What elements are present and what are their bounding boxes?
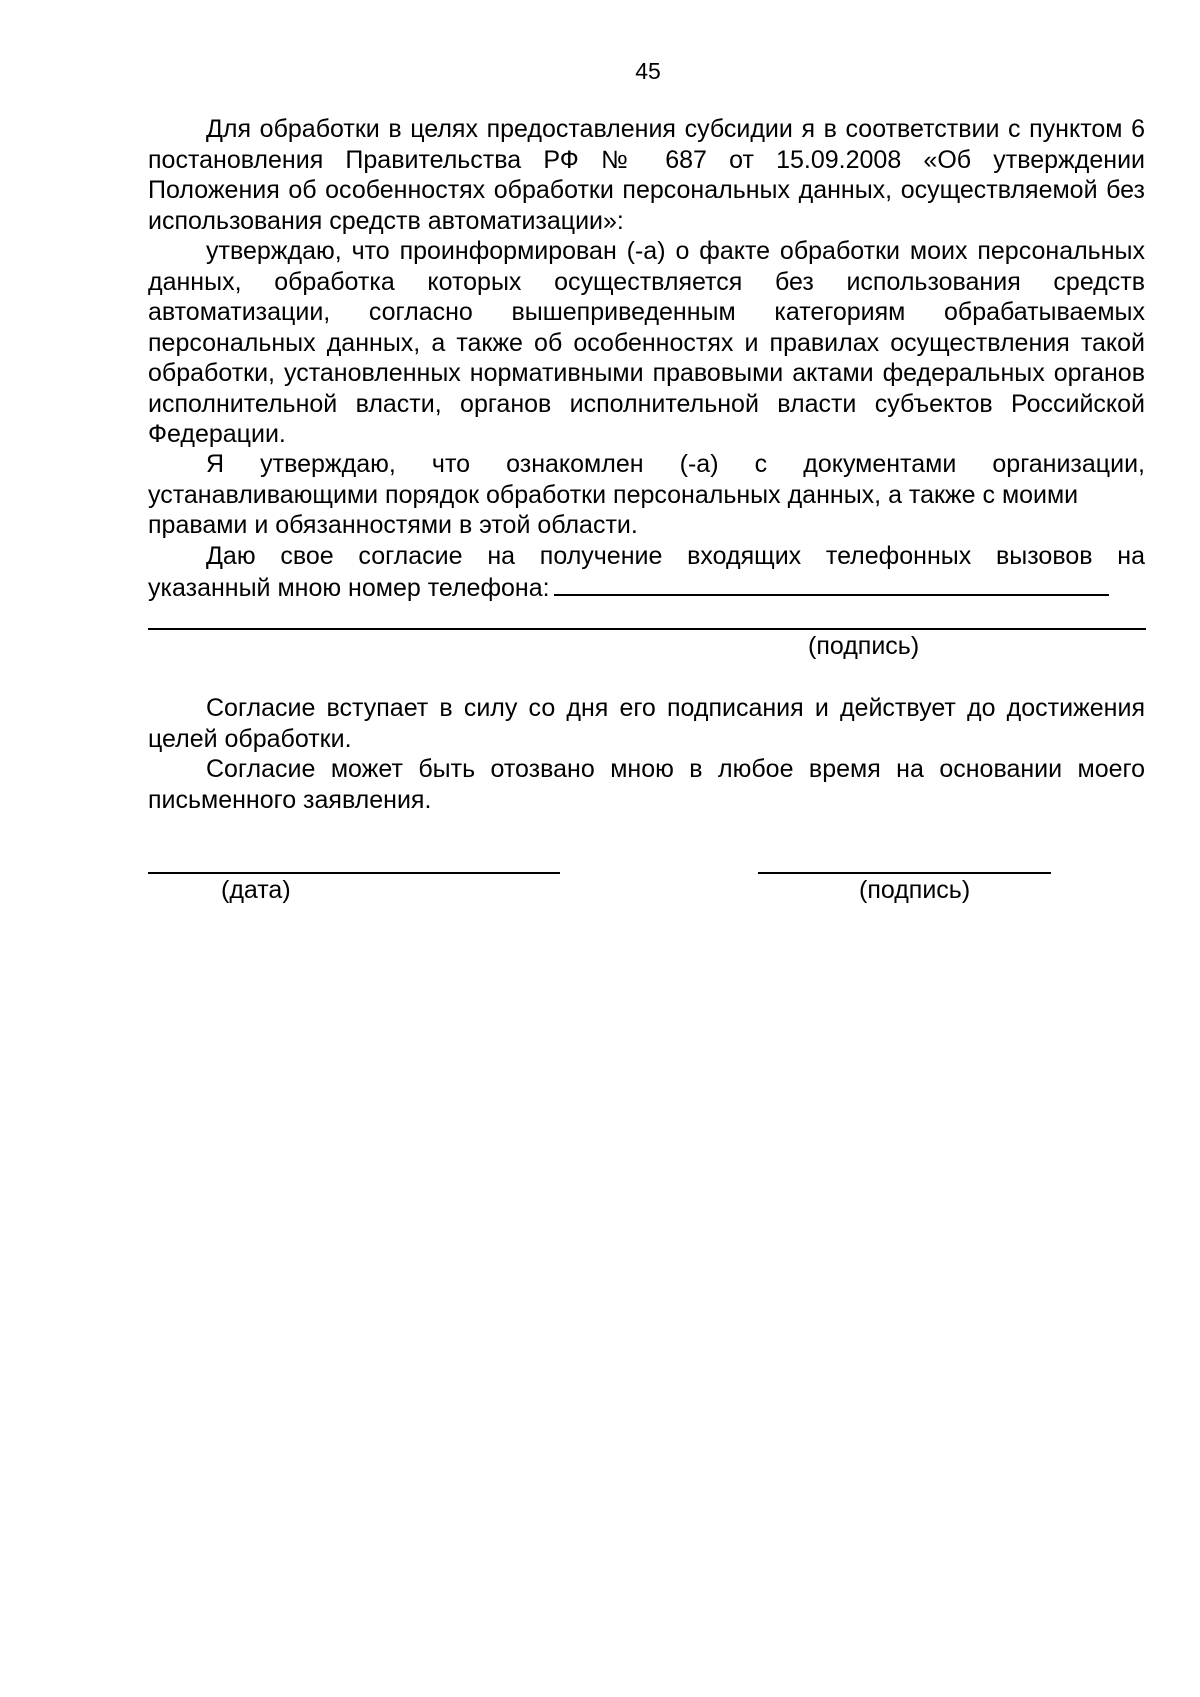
page-number: 45 bbox=[635, 58, 661, 84]
paragraph-informed: утверждаю, что проинформирован (-а) о факте обработки моих персональных данных, обработка которых осуществляется без использования средств автоматизации, согласно вышеприведенным категориям обрабатываемых персональных данных, а также об особенностях и правилах осуществления такой обработки, установленных нормативными правовыми актами федеральных органов исполнительной власти, органов исполнительной власти субъектов Российской Федерации. bbox=[148, 237, 1145, 448]
phone-number-row bbox=[148, 572, 1145, 604]
phone-number-label: указанный мною номер телефона: bbox=[148, 573, 550, 602]
signature-line-2[interactable] bbox=[758, 872, 1051, 874]
paragraph-validity: Согласие вступает в силу со дня его подписания и действует до достижения целей обработки. bbox=[148, 694, 1145, 753]
paragraph-acquainted-line-1: Я утверждаю, что ознакомлен (-а) с документами организации, bbox=[206, 450, 1145, 478]
paragraph-revocation: Согласие может быть отозвано мною в любое время на основании моего письменного заявления. bbox=[148, 755, 1145, 814]
signature-line-1[interactable] bbox=[148, 628, 1146, 630]
paragraph-acquainted bbox=[148, 449, 1145, 541]
signature-caption-2: (подпись) bbox=[859, 876, 971, 904]
phone-number-field[interactable] bbox=[554, 572, 1109, 596]
date-caption: (дата) bbox=[221, 876, 291, 904]
paragraph-purpose: Для обработки в целях предоставления субсидии я в соответствии с пунктом 6 постановления Правительства РФ № 687 от 15.09.2008 «Об утверждении Положения об особенностях обработки персональных данных, осуществляемой без использования средств автоматизации»: bbox=[148, 115, 1145, 235]
paragraph-phone-consent-line-1: Даю свое согласие на получение входящих телефонных вызовов на bbox=[206, 542, 1145, 570]
paragraph-acquainted-line-2: устанавливающими порядок обработки персональных данных, а также с моими bbox=[148, 480, 1079, 509]
signature-caption-1: (подпись) bbox=[808, 632, 920, 660]
paragraph-phone-consent bbox=[148, 541, 1145, 603]
paragraph-acquainted-line-3: правами и обязанностями в этой области. bbox=[148, 511, 638, 539]
date-line[interactable] bbox=[148, 872, 560, 874]
